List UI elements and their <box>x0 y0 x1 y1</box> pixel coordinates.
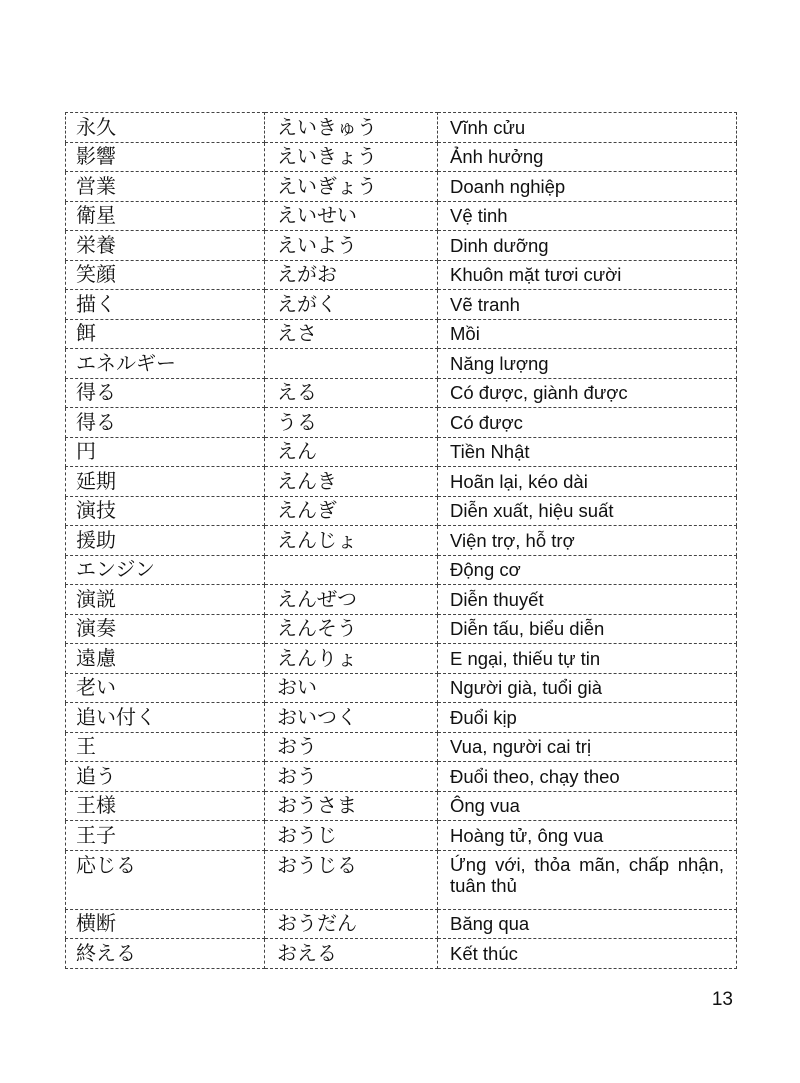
kana-cell: えんぎ <box>265 496 438 526</box>
table-row <box>66 408 737 438</box>
kanji-cell: 永久 <box>66 113 265 143</box>
kana-cell: えいきょう <box>265 142 438 172</box>
meaning-cell: Vĩnh cửu <box>438 113 737 143</box>
vocabulary-table <box>65 112 737 969</box>
meaning-cell: Năng lượng <box>438 349 737 379</box>
kana-cell: おい <box>265 673 438 703</box>
page-number: 13 <box>711 989 733 1010</box>
table-row <box>66 673 737 703</box>
table-row <box>66 231 737 261</box>
table-row <box>66 555 737 585</box>
kanji-cell: 影響 <box>66 142 265 172</box>
kana-cell: えいぎょう <box>265 172 438 202</box>
kana-cell: えがく <box>265 290 438 320</box>
meaning-cell: E ngại, thiếu tự tin <box>438 644 737 674</box>
table-row <box>66 378 737 408</box>
kana-cell: えんそう <box>265 614 438 644</box>
table-row <box>66 290 737 320</box>
table-row <box>66 703 737 733</box>
kana-cell: おうさま <box>265 791 438 821</box>
kana-cell: えんじょ <box>265 526 438 556</box>
meaning-cell: Tiền Nhật <box>438 437 737 467</box>
table-row <box>66 142 737 172</box>
kana-cell: えいせい <box>265 201 438 231</box>
kana-cell: おいつく <box>265 703 438 733</box>
meaning-cell: Đuổi kịp <box>438 703 737 733</box>
table-row <box>66 821 737 851</box>
kana-cell: おうじ <box>265 821 438 851</box>
kanji-cell: 演説 <box>66 585 265 615</box>
kanji-cell: 追い付く <box>66 703 265 733</box>
table-row <box>66 113 737 143</box>
table-row <box>66 791 737 821</box>
meaning-cell: Khuôn mặt tươi cười <box>438 260 737 290</box>
kana-cell: おうだん <box>265 909 438 939</box>
kanji-cell: 終える <box>66 939 265 969</box>
kanji-cell: 王 <box>66 732 265 762</box>
kana-cell: おえる <box>265 939 438 969</box>
kana-cell: えいきゅう <box>265 113 438 143</box>
kana-cell: えん <box>265 437 438 467</box>
table-row <box>66 467 737 497</box>
meaning-cell: Có được, giành được <box>438 378 737 408</box>
table-row <box>66 437 737 467</box>
table-row <box>66 614 737 644</box>
table-row <box>66 850 737 909</box>
table-row <box>66 762 737 792</box>
meaning-cell: Kết thúc <box>438 939 737 969</box>
table-row <box>66 349 737 379</box>
meaning-cell: Đuổi theo, chạy theo <box>438 762 737 792</box>
kanji-cell: 横断 <box>66 909 265 939</box>
table-row <box>66 201 737 231</box>
kana-cell: える <box>265 378 438 408</box>
kanji-cell: 営業 <box>66 172 265 202</box>
meaning-cell: Doanh nghiệp <box>438 172 737 202</box>
kanji-cell: 餌 <box>66 319 265 349</box>
kanji-cell: 得る <box>66 378 265 408</box>
kana-cell: おう <box>265 762 438 792</box>
meaning-cell: Người già, tuổi già <box>438 673 737 703</box>
table-row <box>66 585 737 615</box>
meaning-cell: Ông vua <box>438 791 737 821</box>
kanji-cell: 演奏 <box>66 614 265 644</box>
meaning-cell: Vẽ tranh <box>438 290 737 320</box>
kana-cell: えさ <box>265 319 438 349</box>
kanji-cell: 笑顔 <box>66 260 265 290</box>
table-row <box>66 939 737 969</box>
kana-cell <box>265 349 438 379</box>
meaning-cell: Diễn thuyết <box>438 585 737 615</box>
meaning-cell: Băng qua <box>438 909 737 939</box>
kanji-cell: 遠慮 <box>66 644 265 674</box>
kanji-cell: 王子 <box>66 821 265 851</box>
meaning-cell: Hoãn lại, kéo dài <box>438 467 737 497</box>
meaning-cell: Ảnh hưởng <box>438 142 737 172</box>
meaning-cell: Vua, người cai trị <box>438 732 737 762</box>
table-row <box>66 909 737 939</box>
kanji-cell: 王様 <box>66 791 265 821</box>
kanji-cell: 栄養 <box>66 231 265 261</box>
kana-cell <box>265 555 438 585</box>
meaning-cell: Diễn tấu, biểu diễn <box>438 614 737 644</box>
vocabulary-table-body <box>66 113 737 969</box>
kana-cell: えんき <box>265 467 438 497</box>
kanji-cell: エンジン <box>66 555 265 585</box>
table-row <box>66 644 737 674</box>
meaning-cell: Hoàng tử, ông vua <box>438 821 737 851</box>
kanji-cell: 援助 <box>66 526 265 556</box>
meaning-cell: Vệ tinh <box>438 201 737 231</box>
kana-cell: えんりょ <box>265 644 438 674</box>
kana-cell: えがお <box>265 260 438 290</box>
meaning-cell: Động cơ <box>438 555 737 585</box>
meaning-cell: Mồi <box>438 319 737 349</box>
table-row <box>66 496 737 526</box>
kanji-cell: 応じる <box>66 850 265 909</box>
kanji-cell: 追う <box>66 762 265 792</box>
table-row <box>66 526 737 556</box>
table-row <box>66 732 737 762</box>
kanji-cell: 延期 <box>66 467 265 497</box>
kana-cell: えいよう <box>265 231 438 261</box>
kana-cell: おうじる <box>265 850 438 909</box>
kana-cell: えんぜつ <box>265 585 438 615</box>
kanji-cell: 得る <box>66 408 265 438</box>
kanji-cell: 円 <box>66 437 265 467</box>
kana-cell: おう <box>265 732 438 762</box>
kanji-cell: 描く <box>66 290 265 320</box>
kanji-cell: 衛星 <box>66 201 265 231</box>
meaning-cell: Ứng với, thỏa mãn, chấp nhận, tuân thủ <box>438 850 737 909</box>
kanji-cell: 演技 <box>66 496 265 526</box>
meaning-cell: Có được <box>438 408 737 438</box>
kana-cell: うる <box>265 408 438 438</box>
table-row <box>66 260 737 290</box>
table-row <box>66 319 737 349</box>
kanji-cell: 老い <box>66 673 265 703</box>
meaning-cell: Viện trợ, hỗ trợ <box>438 526 737 556</box>
meaning-cell: Dinh dưỡng <box>438 231 737 261</box>
meaning-cell: Diễn xuất, hiệu suất <box>438 496 737 526</box>
table-row <box>66 172 737 202</box>
kanji-cell: エネルギー <box>66 349 265 379</box>
